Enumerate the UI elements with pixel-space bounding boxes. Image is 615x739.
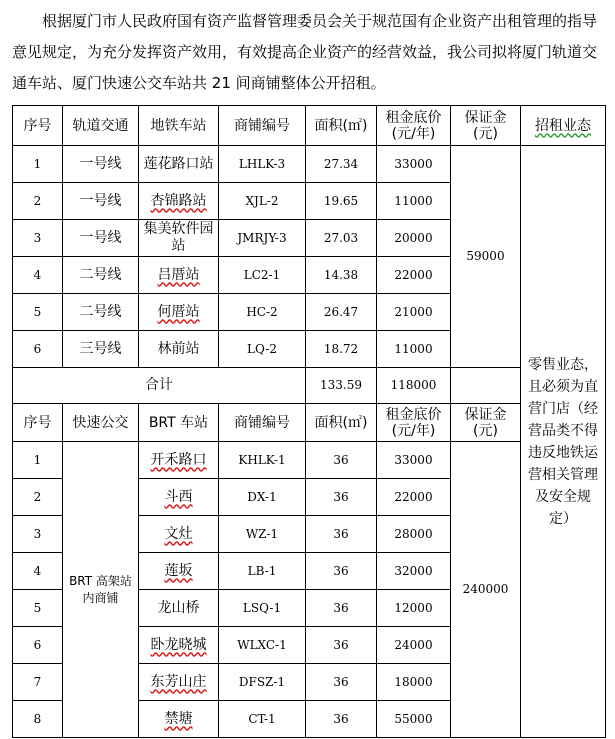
cell-seq: 5 [13, 590, 63, 627]
cell-area: 19.65 [306, 183, 377, 220]
header-line: 轨道交通 [63, 106, 139, 146]
header-shop-code: 商铺编号 [219, 106, 306, 146]
cell-rent: 33000 [377, 442, 451, 479]
cell-area: 36 [306, 553, 377, 590]
cell-rent: 28000 [377, 516, 451, 553]
cell-seq: 6 [13, 627, 63, 664]
cell-area: 36 [306, 442, 377, 479]
cell-seq: 4 [13, 553, 63, 590]
brt-header-deposit: 保证金(元) [451, 404, 521, 442]
cell-rent: 21000 [377, 294, 451, 331]
cell-seq: 1 [13, 146, 63, 183]
cell-code: DX-1 [219, 479, 306, 516]
brt-header-type: 快速公交 [63, 404, 139, 442]
cell-rent: 20000 [377, 220, 451, 257]
cell-area: 26.47 [306, 294, 377, 331]
cell-seq: 3 [13, 516, 63, 553]
cell-area: 36 [306, 516, 377, 553]
cell-rent: 11000 [377, 331, 451, 368]
metro-deposit: 59000 [451, 146, 521, 368]
cell-rent: 22000 [377, 257, 451, 294]
cell-seq: 6 [13, 331, 63, 368]
cell-seq: 5 [13, 294, 63, 331]
cell-code: WLXC-1 [219, 627, 306, 664]
brt-header-seq: 序号 [13, 404, 63, 442]
brt-header-shop-code: 商铺编号 [219, 404, 306, 442]
cell-code: LHLK-3 [219, 146, 306, 183]
cell-code: XJL-2 [219, 183, 306, 220]
table-row [13, 146, 606, 183]
cell-seq: 7 [13, 664, 63, 701]
cell-station: 斗西 [139, 479, 219, 516]
cell-rent: 55000 [377, 701, 451, 738]
cell-rent: 24000 [377, 627, 451, 664]
brt-header-area: 面积(㎡) [306, 404, 377, 442]
cell-area: 18.72 [306, 331, 377, 368]
cell-station: 龙山桥 [139, 590, 219, 627]
cell-area: 36 [306, 701, 377, 738]
total-label: 合计 [13, 368, 306, 404]
cell-code: LSQ-1 [219, 590, 306, 627]
cell-seq: 8 [13, 701, 63, 738]
cell-rent: 33000 [377, 146, 451, 183]
cell-line: 二号线 [63, 257, 139, 294]
cell-code: WZ-1 [219, 516, 306, 553]
business-status: 零售业态，且必须为直营门店（经营品类不得违反地铁运营相关管理及安全规定） [521, 146, 606, 738]
cell-area: 36 [306, 479, 377, 516]
brt-deposit: 240000 [451, 442, 521, 738]
cell-station: 吕厝站 [139, 257, 219, 294]
cell-line: 一号线 [63, 220, 139, 257]
table-row [13, 442, 606, 479]
cell-rent: 18000 [377, 664, 451, 701]
cell-line: 三号线 [63, 331, 139, 368]
metro-header-row [13, 106, 606, 146]
intro-paragraph: 根据厦门市人民政府国有资产监督管理委员会关于规范国有企业资产出租管理的指导意见规定，为充分发挥资产效用，有效提高企业资产的经营效益，我公司拟将厦门轨道交通车站、厦门快速公交车站共 21 间商铺整体公开招租。 [12, 12, 598, 92]
header-business: 招租业态 [521, 106, 606, 146]
cell-station: 莲坂 [139, 553, 219, 590]
cell-station: 东芳山庄 [139, 664, 219, 701]
cell-seq: 4 [13, 257, 63, 294]
cell-code: JMRJY-3 [219, 220, 306, 257]
rental-table [12, 105, 606, 738]
cell-station: 林前站 [139, 331, 219, 368]
total-rent: 118000 [377, 368, 451, 404]
cell-rent: 11000 [377, 183, 451, 220]
cell-station: 杏锦路站 [139, 183, 219, 220]
cell-code: DFSZ-1 [219, 664, 306, 701]
header-deposit: 保证金(元) [451, 106, 521, 146]
header-rent: 租金底价(元/年) [377, 106, 451, 146]
cell-station: 禁塘 [139, 701, 219, 738]
cell-area: 27.34 [306, 146, 377, 183]
cell-station: 文灶 [139, 516, 219, 553]
cell-station: 莲花路口站 [139, 146, 219, 183]
cell-station: 集美软件园站 [139, 220, 219, 257]
cell-station: 何厝站 [139, 294, 219, 331]
cell-area: 36 [306, 590, 377, 627]
cell-seq: 1 [13, 442, 63, 479]
cell-area: 36 [306, 627, 377, 664]
total-deposit-blank [451, 368, 521, 404]
cell-line: 一号线 [63, 146, 139, 183]
cell-line: 二号线 [63, 294, 139, 331]
cell-code: LB-1 [219, 553, 306, 590]
cell-rent: 22000 [377, 479, 451, 516]
brt-header-rent: 租金底价(元/年) [377, 404, 451, 442]
cell-area: 36 [306, 664, 377, 701]
cell-code: KHLK-1 [219, 442, 306, 479]
metro-total-row [13, 368, 606, 404]
brt-header-row [13, 404, 606, 442]
brt-group-label: BRT 高架站内商铺 [63, 442, 139, 738]
cell-area: 14.38 [306, 257, 377, 294]
header-seq: 序号 [13, 106, 63, 146]
cell-code: HC-2 [219, 294, 306, 331]
cell-code: LQ-2 [219, 331, 306, 368]
brt-header-station: BRT 车站 [139, 404, 219, 442]
cell-code: LC2-1 [219, 257, 306, 294]
cell-rent: 32000 [377, 553, 451, 590]
cell-area: 27.03 [306, 220, 377, 257]
cell-code: CT-1 [219, 701, 306, 738]
cell-line: 一号线 [63, 183, 139, 220]
cell-seq: 2 [13, 183, 63, 220]
cell-seq: 2 [13, 479, 63, 516]
total-area: 133.59 [306, 368, 377, 404]
cell-rent: 12000 [377, 590, 451, 627]
cell-seq: 3 [13, 220, 63, 257]
header-area: 面积(㎡) [306, 106, 377, 146]
header-station: 地铁车站 [139, 106, 219, 146]
cell-station: 卧龙晓城 [139, 627, 219, 664]
cell-station: 开禾路口 [139, 442, 219, 479]
